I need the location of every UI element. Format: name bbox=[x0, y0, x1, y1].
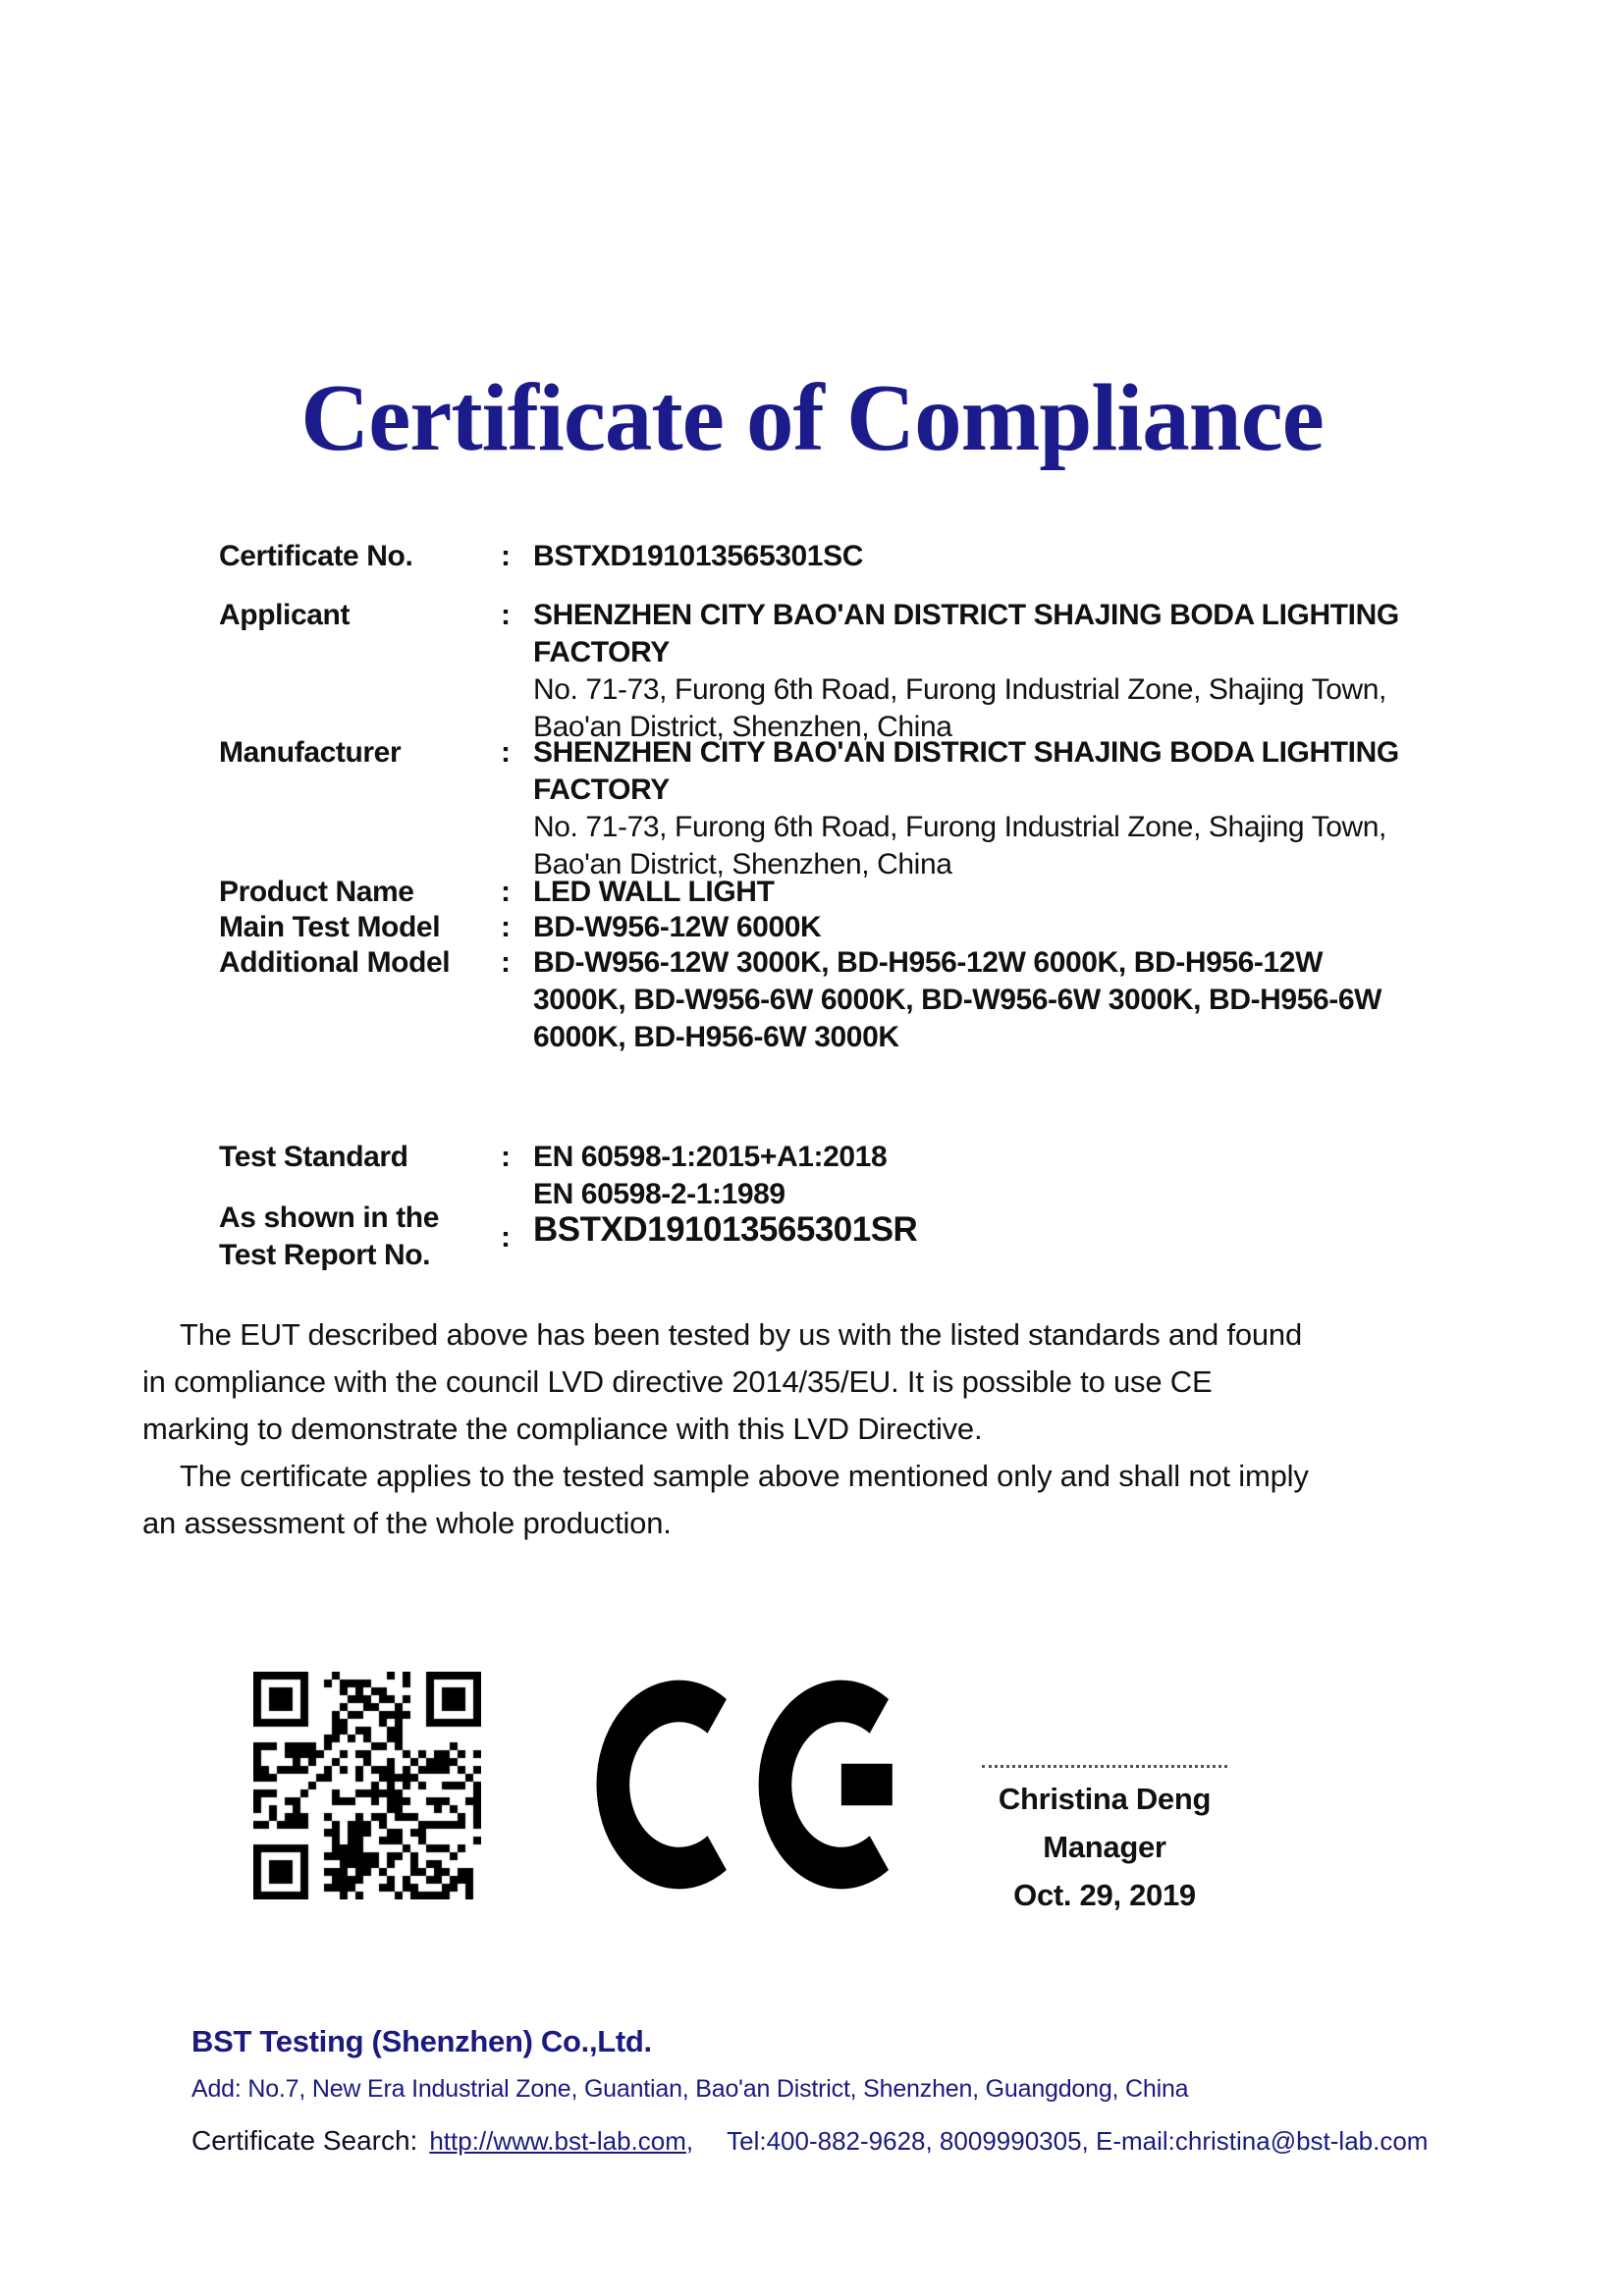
statement-line: in compliance with the council LVD directive 2014/35/EU. It is possible to use CE bbox=[142, 1364, 1213, 1399]
ce-mark-icon bbox=[589, 1671, 901, 1898]
lab-address: Add: No.7, New Era Industrial Zone, Guantian, Bao'an District, Shenzhen, Guangdong, China bbox=[191, 2075, 1189, 2103]
signature-dotted-line bbox=[982, 1765, 1227, 1768]
footer bbox=[191, 2024, 1428, 2157]
signature-block bbox=[923, 1765, 1286, 1926]
main-test-model-value: BD-W956-12W 6000K bbox=[533, 911, 822, 943]
signature-date: Oct. 29, 2019 bbox=[1013, 1878, 1196, 1912]
applicant-address-line2: Bao'an District, Shenzhen, China bbox=[533, 711, 952, 743]
manufacturer-name-line1: SHENZHEN CITY BAO'AN DISTRICT SHAJING BODA LIGHTING bbox=[533, 736, 1399, 769]
certificate-no-value: BSTXD191013565301SC bbox=[533, 540, 863, 572]
certificate-search-label: Certificate Search: bbox=[191, 2125, 418, 2156]
additional-model-line3: 6000K, BD-H956-6W 3000K bbox=[533, 1021, 899, 1053]
test-standard-line2: EN 60598-2-1:1989 bbox=[533, 1178, 785, 1210]
colon: : bbox=[501, 540, 511, 572]
row-test-report-no bbox=[219, 1200, 1456, 1278]
applicant-name-line2: FACTORY bbox=[533, 636, 670, 668]
signatory-name: Christina Deng bbox=[998, 1782, 1212, 1816]
statement-line: The certificate applies to the tested sample above mentioned only and shall not imply bbox=[180, 1459, 1309, 1493]
certificate-no-label: Certificate No. bbox=[219, 540, 413, 572]
colon: : bbox=[501, 911, 511, 943]
product-name-value: LED WALL LIGHT bbox=[533, 876, 775, 908]
colon: : bbox=[501, 876, 511, 908]
test-report-value: BSTXD191013565301SR bbox=[533, 1210, 918, 1249]
certificate-search-link[interactable]: http://www.bst-lab.com bbox=[429, 2126, 686, 2156]
applicant-address-line1: No. 71-73, Furong 6th Road, Furong Industrial Zone, Shajing Town, bbox=[533, 673, 1386, 706]
product-name-label: Product Name bbox=[219, 876, 414, 908]
test-standard-line1: EN 60598-1:2015+A1:2018 bbox=[533, 1141, 888, 1173]
statement-line: marking to demonstrate the compliance with this LVD Directive. bbox=[142, 1412, 983, 1446]
manufacturer-name-line2: FACTORY bbox=[533, 774, 670, 806]
statement-line: The EUT described above has been tested by us with the listed standards and found bbox=[180, 1317, 1303, 1352]
manufacturer-address-line1: No. 71-73, Furong 6th Road, Furong Industrial Zone, Shajing Town, bbox=[533, 811, 1386, 843]
colon: : bbox=[501, 1141, 511, 1173]
colon: : bbox=[501, 599, 511, 631]
additional-model-label: Additional Model bbox=[219, 946, 451, 979]
signatory-role: Manager bbox=[1043, 1830, 1166, 1864]
manufacturer-address-line2: Bao'an District, Shenzhen, China bbox=[533, 848, 952, 881]
lab-company-name: BST Testing (Shenzhen) Co.,Ltd. bbox=[191, 2024, 652, 2058]
test-standard-label: Test Standard bbox=[219, 1141, 408, 1173]
test-report-label-line1: As shown in the bbox=[219, 1201, 440, 1234]
manufacturer-label: Manufacturer bbox=[219, 736, 402, 769]
search-comma: , bbox=[685, 2126, 694, 2156]
colon: : bbox=[501, 1221, 511, 1254]
additional-model-value bbox=[533, 944, 1456, 1056]
additional-model-line1: BD-W956-12W 3000K, BD-H956-12W 6000K, BD-H956-12W bbox=[533, 946, 1324, 979]
qr-code bbox=[253, 1672, 481, 1899]
applicant-name-line1: SHENZHEN CITY BAO'AN DISTRICT SHAJING BODA LIGHTING bbox=[533, 599, 1399, 631]
compliance-statement bbox=[142, 1311, 1517, 1547]
manufacturer-value bbox=[533, 734, 1456, 883]
colon: : bbox=[501, 946, 511, 979]
applicant-label: Applicant bbox=[219, 599, 351, 631]
applicant-value bbox=[533, 597, 1456, 746]
main-test-model-label: Main Test Model bbox=[219, 911, 441, 943]
certificate-search-line bbox=[191, 2125, 1428, 2157]
colon: : bbox=[501, 736, 511, 769]
lab-contacts: Tel:400-882-9628, 8009990305, E-mail:christina@bst-lab.com bbox=[727, 2126, 1429, 2156]
page-title: Certificate of Compliance bbox=[300, 365, 1324, 470]
additional-model-line2: 3000K, BD-W956-6W 6000K, BD-W956-6W 3000K, BD-H956-6W bbox=[533, 984, 1382, 1016]
test-report-label-line2: Test Report No. bbox=[219, 1239, 431, 1271]
test-report-label bbox=[219, 1200, 501, 1274]
statement-line: an assessment of the whole production. bbox=[142, 1506, 672, 1540]
